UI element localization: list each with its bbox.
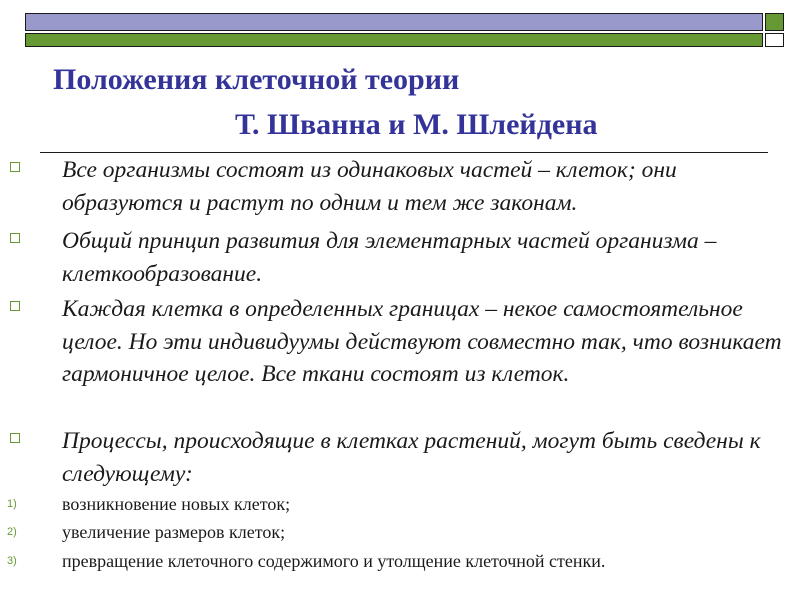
header-bar-green [25,33,763,47]
sub-item-number: 2) [7,526,17,538]
sub-item: увеличение размеров клеток; [62,522,286,542]
bullet-square-icon [10,233,20,243]
slide-title-line1: Положения клеточной теории [53,63,460,96]
bullet-square-icon [10,162,20,172]
slide-title-line2: Т. Шванна и М. Шлейдена [235,108,598,141]
sub-item: возникновение новых клеток; [62,494,291,514]
bullet-square-icon [10,301,20,311]
header-square-white [765,33,784,47]
bullet-item: Все организмы состоят из одинаковых частей – клеток; они образуются и растут по одним и тем же законам. [62,157,677,216]
bullet-item: Каждая клетка в определенных границах – некое самостоятельное целое. Но эти индивидуумы действуют совместно так, что возникает гармоничное целое. Все ткани состоят из клеток. [62,296,782,387]
header-bar-purple [25,13,763,31]
header-square-green [765,13,784,31]
sub-item: превращение клеточного содержимого и утолщение клеточной стенки. [62,551,606,571]
bullet-item: Процессы, происходящие в клетках растений, могут быть сведены к следующему: [62,428,761,487]
sub-item-number: 1) [7,498,17,510]
bullet-item: Общий принцип развития для элементарных частей организма – клеткообразование. [62,228,717,287]
bullet-square-icon [10,433,20,443]
sub-item-number: 3) [7,555,17,567]
title-divider [40,152,768,153]
